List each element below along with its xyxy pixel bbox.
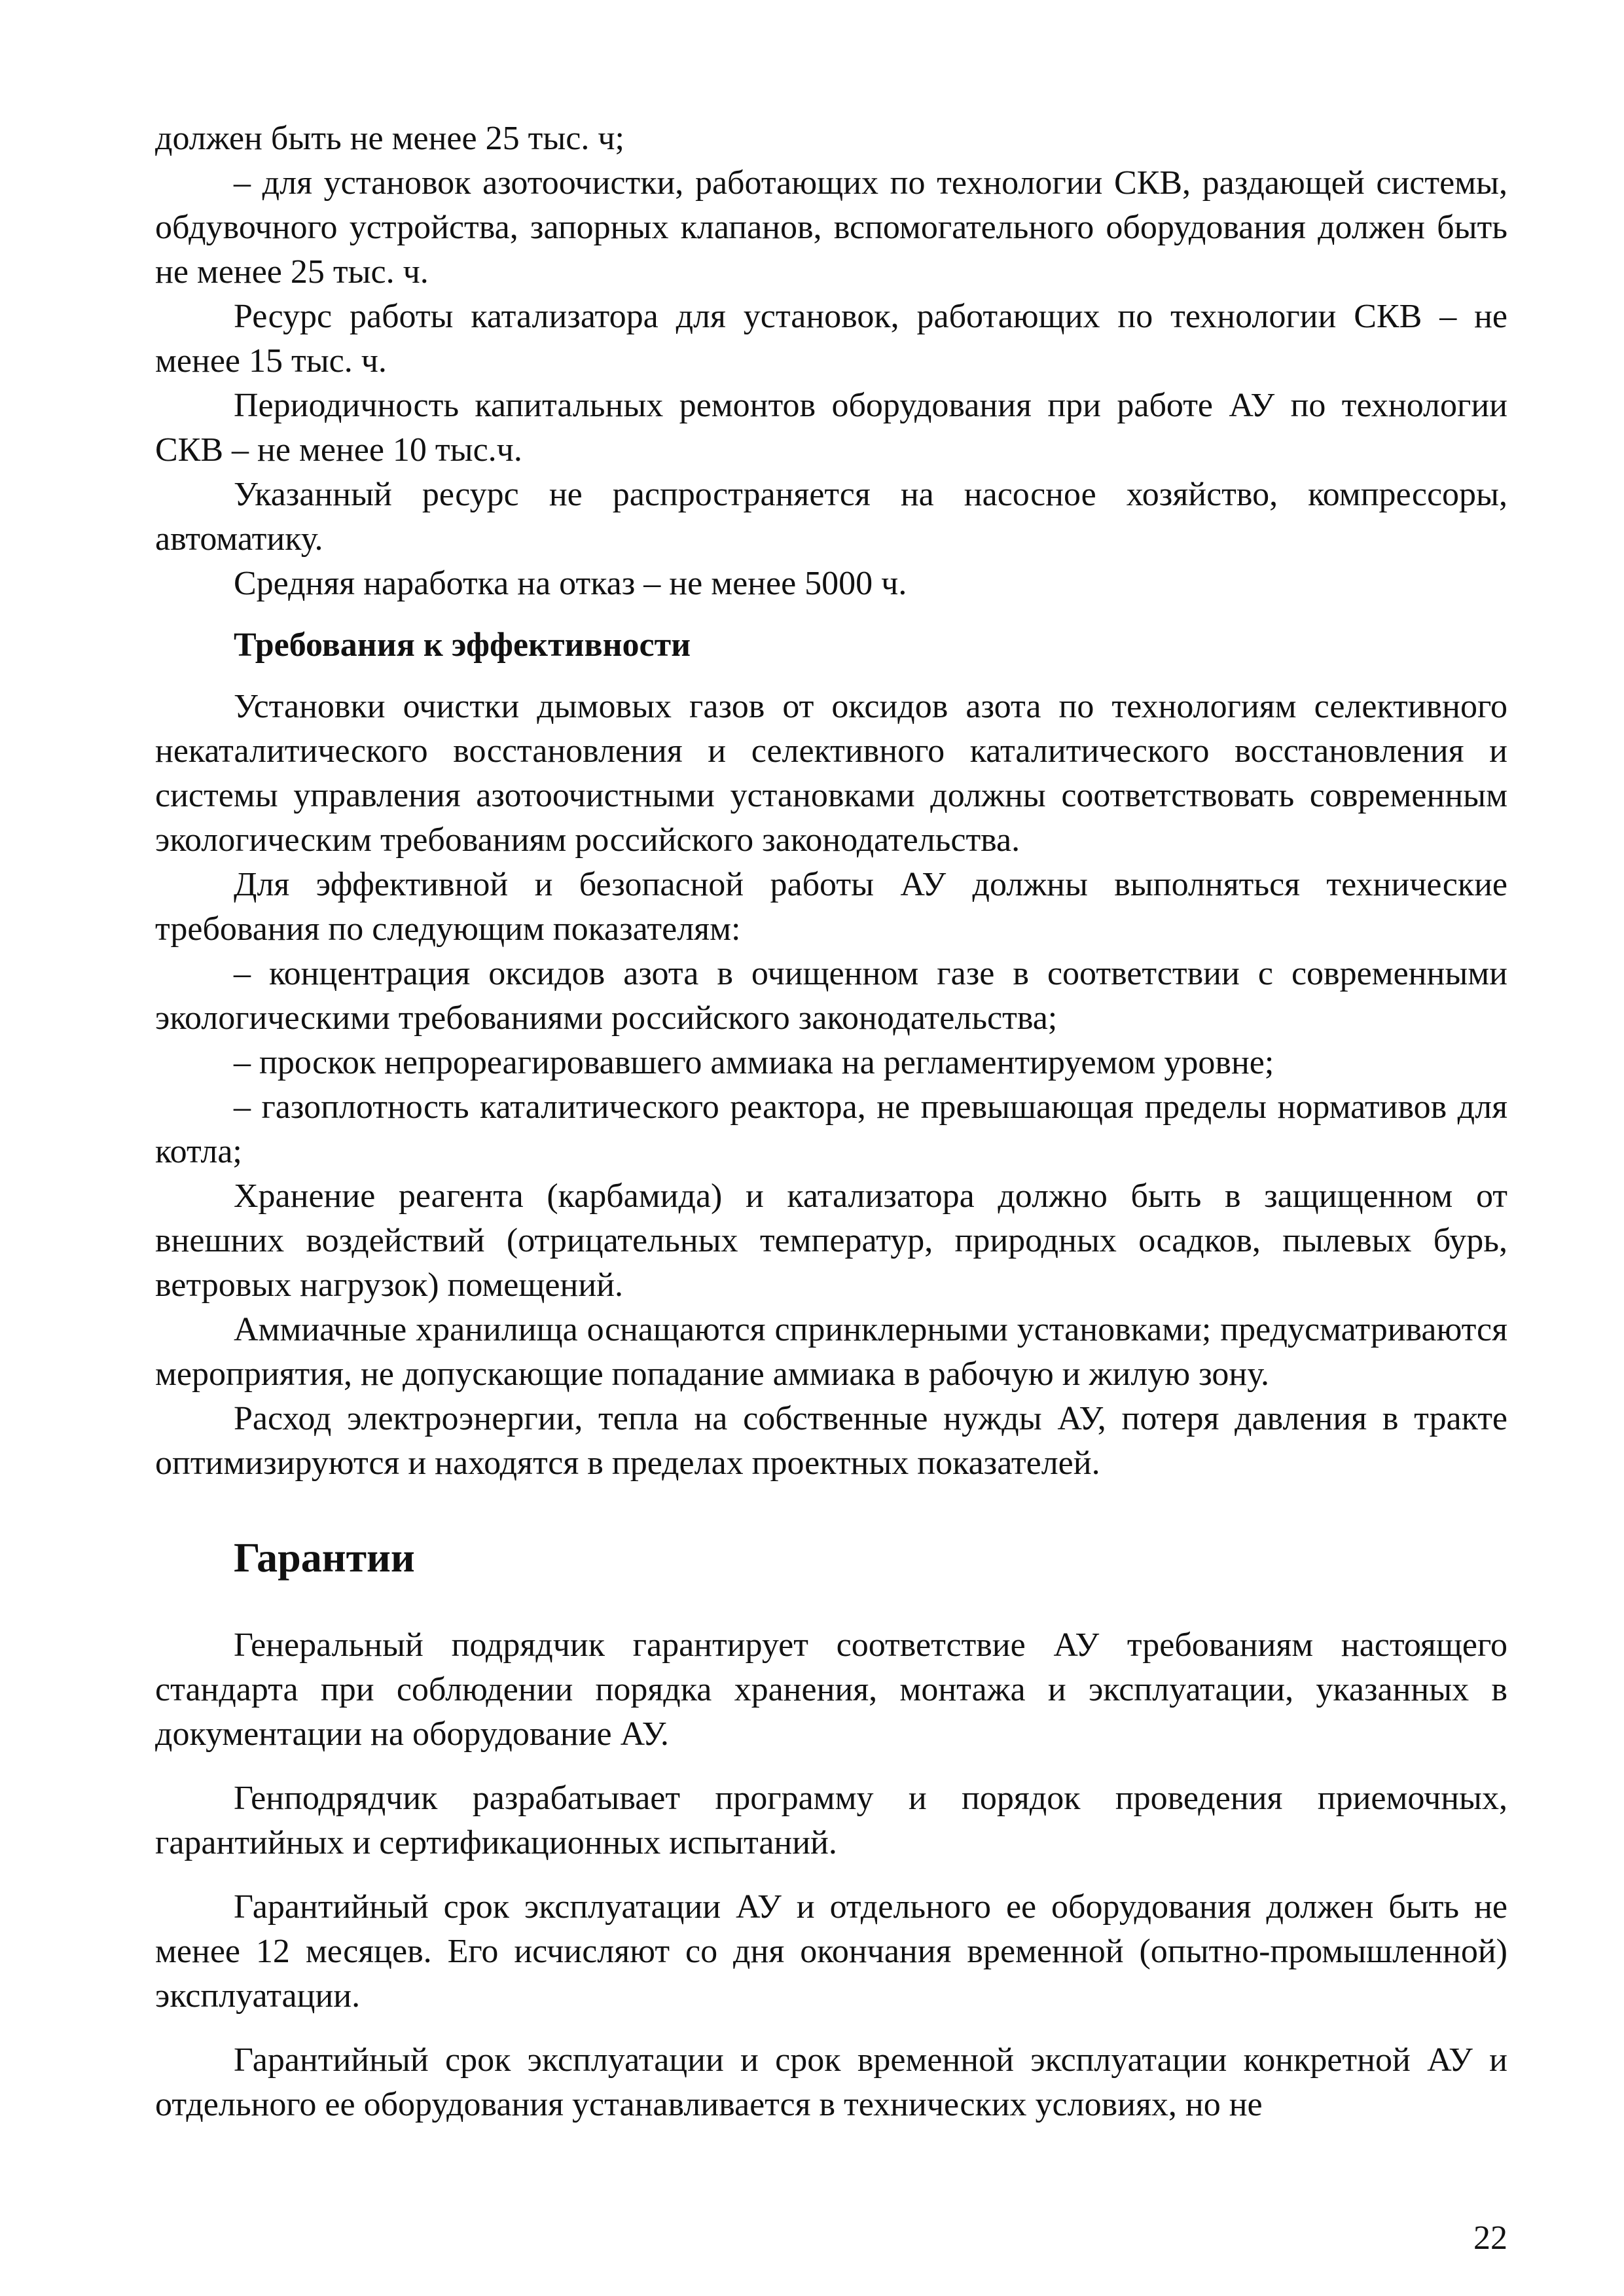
paragraph: Генеральный подрядчик гарантирует соответствие АУ требованиям настоящего стандарта при соблюдении порядка хранения, монтажа и эксплуатации, указанных в документации на оборудование АУ. <box>155 1626 1507 1753</box>
paragraph: Указанный ресурс не распространяется на насосное хозяйство, компрессоры, автоматику. <box>155 476 1507 558</box>
paragraph: Ресурс работы катализатора для установок, работающих по технологии СКВ – не менее 15 тыс. ч. <box>155 298 1507 380</box>
paragraph: Гарантийный срок эксплуатации АУ и отдельного ее оборудования должен быть не менее 12 месяцев. Его исчисляют со дня окончания временной (опытно-промышленной) эксплуатации. <box>155 1888 1507 2015</box>
paragraph: Для эффективной и безопасной работы АУ должны выполняться технические требования по следующим показателям: <box>155 866 1507 948</box>
paragraph: Расход электроэнергии, тепла на собственные нужды АУ, потеря давления в тракте оптимизируются и находятся в пределах проектных показателей. <box>155 1400 1507 1482</box>
paragraph: Периодичность капитальных ремонтов оборудования при работе АУ по технологии СКВ – не менее 10 тыс.ч. <box>155 387 1507 469</box>
list-item: – для установок азотоочистки, работающих по технологии СКВ, раздающей системы, обдувочного устройства, запорных клапанов, вспомогательного оборудования должен быть не менее 25 тыс. ч. <box>155 164 1507 291</box>
paragraph: Установки очистки дымовых газов от оксидов азота по технологиям селективного некаталитического восстановления и селективного каталитического восстановления и системы управления азотоочистными установками должны соответствовать современным экологическим требованиям российского законодательства. <box>155 688 1507 859</box>
paragraph: Генподрядчик разрабатывает программу и порядок проведения приемочных, гарантийных и сертификационных испытаний. <box>155 1780 1507 1861</box>
paragraph: Гарантийный срок эксплуатации и срок временной эксплуатации конкретной АУ и отдельного ее оборудования устанавливается в технических условиях, но не <box>155 2041 1507 2123</box>
list-item: – проскок непрореагировавшего аммиака на регламентируемом уровне; <box>234 1044 1274 1081</box>
paragraph: Хранение реагента (карбамида) и катализатора должно быть в защищенном от внешних воздействий (отрицательных температур, природных осадков, пылевых бурь, ветровых нагрузок) помещений. <box>155 1177 1507 1304</box>
list-item: – газоплотность каталитического реактора, не превышающая пределы нормативов для котла; <box>155 1088 1507 1170</box>
paragraph: Средняя наработка на отказ – не менее 5000 ч. <box>234 565 907 602</box>
paragraph: Аммиачные хранилища оснащаются спринклерными установками; предусматриваются мероприятия, не допускающие попадание аммиака в рабочую и жилую зону. <box>155 1311 1507 1393</box>
section-heading-efficiency: Требования к эффективности <box>234 626 691 664</box>
paragraph: должен быть не менее 25 тыс. ч; <box>155 120 624 157</box>
page-number: 22 <box>1473 2219 1507 2257</box>
list-item: – концентрация оксидов азота в очищенном газе в соответствии с современными экологическими требованиями российского законодательства; <box>155 955 1507 1037</box>
section-heading-guarantees: Гарантии <box>234 1534 415 1581</box>
document-page <box>155 117 1507 2127</box>
